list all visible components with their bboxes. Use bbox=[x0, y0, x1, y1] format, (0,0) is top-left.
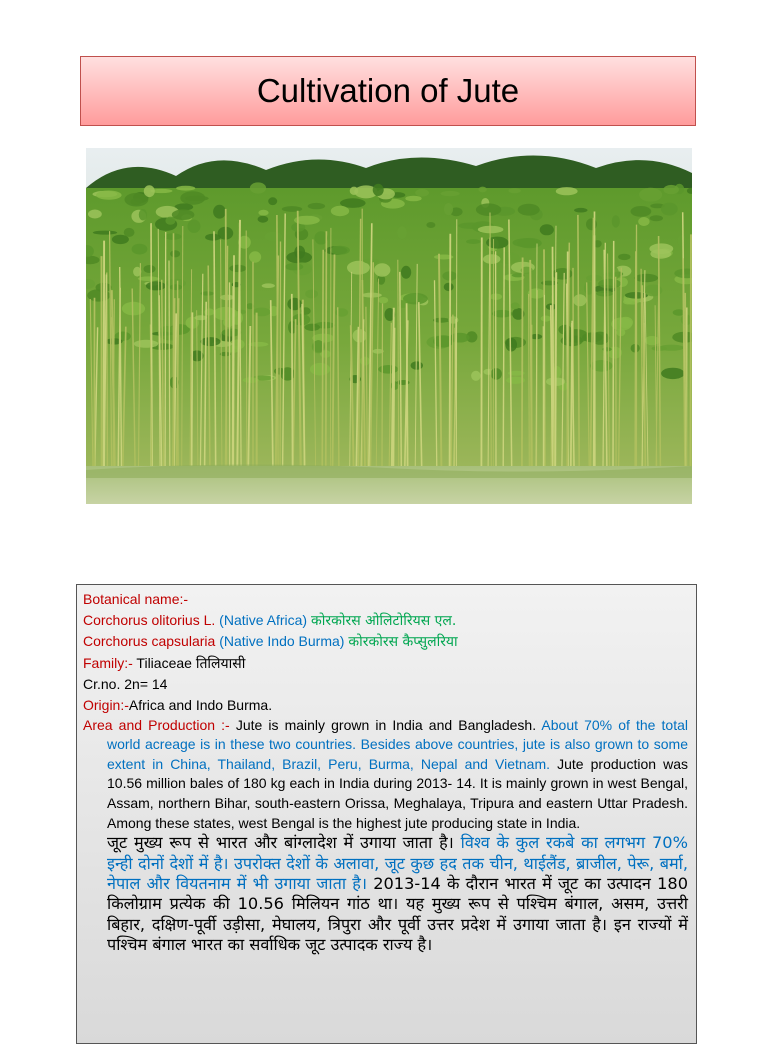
leaf bbox=[644, 336, 659, 345]
hindi-paragraph bbox=[83, 833, 688, 955]
leaf bbox=[125, 193, 149, 207]
leaf bbox=[411, 361, 423, 370]
leaf bbox=[93, 231, 117, 235]
jute-stalk bbox=[246, 231, 247, 469]
leaf bbox=[415, 189, 429, 197]
family-label: Family:- bbox=[83, 655, 133, 671]
leaf bbox=[96, 191, 122, 200]
leaf bbox=[540, 224, 554, 235]
jute-stalk bbox=[522, 258, 523, 469]
leaf bbox=[426, 222, 435, 228]
leaf bbox=[310, 363, 330, 376]
leaf bbox=[612, 215, 620, 227]
title-banner bbox=[80, 56, 696, 126]
leaf bbox=[444, 283, 454, 291]
leaf bbox=[444, 203, 453, 215]
jute-stalk bbox=[292, 294, 293, 468]
leaf bbox=[139, 209, 147, 220]
leaf bbox=[478, 187, 486, 193]
leaf bbox=[611, 317, 632, 330]
leaf bbox=[401, 266, 411, 279]
leaf bbox=[360, 357, 370, 366]
leaf bbox=[262, 283, 275, 288]
leaf bbox=[378, 365, 398, 374]
leaf bbox=[638, 217, 649, 226]
jute-field-photo bbox=[86, 148, 692, 504]
leaf bbox=[659, 345, 684, 351]
hindi-text-1: जूट मुख्य रूप से भारत और बांग्लादेश में उगाया जाता है। bbox=[107, 833, 454, 852]
leaf bbox=[350, 187, 359, 195]
leaf bbox=[265, 232, 282, 242]
leaf bbox=[518, 204, 540, 216]
leaf bbox=[541, 316, 551, 322]
leaf bbox=[397, 226, 407, 239]
leaf bbox=[205, 234, 221, 241]
leaf bbox=[513, 238, 539, 247]
species-1-name: Corchorus olitorius L. bbox=[83, 612, 215, 628]
jute-stalk bbox=[407, 303, 408, 468]
hindi-text-3: 2013-14 के दौरान भारत में जूट का उत्पादन 180 किलोग्राम प्रत्येक की 10.56 मिलियन गांठ था। यह मुख्य रूप से पश्चिम बंगाल, असम, उत्तरी बिहार, दक्षिण-पूर्वी उड़ीसा, मेघालय, त्रिपुरा और पूर्वी उत्तर प्रदेश में उगाया जाता है। इन राज्यों में पश्चिम बंगाल भारत का सर्वाधिक जूट उत्पादक राज्य है। bbox=[107, 874, 688, 954]
page-title: Cultivation of Jute bbox=[257, 72, 519, 110]
leaf bbox=[661, 368, 684, 379]
area-production bbox=[83, 716, 688, 834]
species-1 bbox=[83, 610, 688, 632]
leaf bbox=[441, 191, 460, 196]
jute-stalk bbox=[691, 234, 692, 468]
jute-stalk bbox=[553, 247, 554, 468]
leaf bbox=[476, 203, 501, 216]
leaf bbox=[598, 279, 621, 289]
leaf bbox=[213, 205, 226, 219]
species-2-origin: (Native Indo Burma) bbox=[219, 633, 344, 649]
leaf bbox=[508, 188, 520, 193]
leaf bbox=[249, 342, 269, 347]
leaf bbox=[378, 297, 388, 303]
leaf bbox=[511, 302, 520, 309]
area-label: Area and Production :- bbox=[83, 717, 230, 733]
leaf bbox=[201, 337, 221, 346]
leaf bbox=[650, 215, 663, 221]
leaf bbox=[258, 210, 268, 216]
leaf bbox=[631, 206, 652, 217]
leaf bbox=[188, 220, 201, 233]
leaf bbox=[331, 206, 349, 216]
leaf bbox=[146, 281, 166, 290]
jute-stalk bbox=[503, 247, 504, 468]
leaf bbox=[618, 254, 630, 260]
leaf bbox=[134, 340, 159, 348]
family-hindi: तिलियासी bbox=[196, 656, 246, 672]
leaf bbox=[305, 290, 318, 299]
leaf bbox=[249, 251, 261, 262]
leaf bbox=[286, 251, 312, 263]
leaf bbox=[573, 294, 586, 306]
jute-stalk bbox=[555, 273, 556, 468]
area-text-3: Jute production was 10.56 million bales of 180 kg each in India during 2013- 14. It is mainly grown in west Bengal, Assam, northern Bihar, south-eastern Orissa, Meghalaya, Tripura and eastern Uttar Pradesh. Among these states, west Bengal is the highest jute producing state in India. bbox=[107, 756, 688, 831]
species-2-hindi: कोरकोरस कैप्सुलरिया bbox=[348, 634, 457, 650]
jute-stalk bbox=[192, 312, 193, 468]
botanical-heading: Botanical name:- bbox=[83, 589, 688, 610]
leaf bbox=[253, 308, 271, 317]
leaf bbox=[176, 186, 195, 191]
jute-stalk bbox=[529, 294, 530, 468]
leaf bbox=[466, 239, 480, 244]
leaf bbox=[483, 254, 500, 264]
leaf bbox=[471, 371, 481, 381]
leaf bbox=[185, 196, 209, 201]
leaf bbox=[258, 216, 269, 223]
leaf bbox=[678, 235, 687, 247]
leaf bbox=[285, 263, 303, 270]
jute-stalk bbox=[393, 328, 394, 468]
jute-stalk bbox=[165, 232, 166, 468]
leaf bbox=[308, 203, 325, 209]
leaf bbox=[304, 324, 320, 331]
origin bbox=[83, 695, 688, 716]
leaf bbox=[170, 250, 180, 257]
origin-label: Origin:- bbox=[83, 697, 129, 713]
species-2 bbox=[83, 631, 688, 653]
leaf bbox=[132, 244, 148, 255]
leaf bbox=[650, 249, 671, 259]
leaf bbox=[373, 184, 384, 196]
leaf bbox=[330, 246, 350, 255]
species-1-origin: (Native Africa) bbox=[219, 612, 307, 628]
leaf bbox=[88, 210, 102, 219]
leaf bbox=[124, 228, 135, 237]
leaf bbox=[169, 284, 182, 290]
jute-stalk bbox=[169, 261, 170, 469]
jute-stalk bbox=[382, 304, 383, 469]
info-panel bbox=[76, 584, 697, 1044]
leaf bbox=[138, 276, 160, 281]
jute-stalk bbox=[233, 255, 234, 468]
species-1-hindi: कोरकोरस ओलिटोरियस एल. bbox=[311, 613, 456, 629]
leaf bbox=[374, 263, 390, 276]
chromosome-number: Cr.no. 2n= 14 bbox=[83, 674, 688, 695]
leaf bbox=[165, 217, 175, 225]
leaf bbox=[229, 265, 246, 272]
leaf bbox=[122, 302, 145, 316]
jute-stalk bbox=[322, 250, 323, 468]
leaf bbox=[172, 209, 195, 220]
leaf bbox=[556, 187, 578, 195]
hindi-text-2: विश्व के कुल रकबे का लगभग 70% इन्ही दोनों देशों में है। उपरोक्त देशों के अलावा, जूट कुछ हद तक चीन, थाईलैंड, ब्राजील, पेरू, बर्मा, नेपाल और वियतनाम में भी उगाया जाता है। bbox=[107, 833, 688, 893]
jute-stalk bbox=[450, 234, 451, 468]
jute-field-illustration bbox=[86, 148, 692, 504]
jute-stalk bbox=[613, 241, 614, 468]
leaf bbox=[282, 206, 302, 212]
species-2-name: Corchorus capsularia bbox=[83, 633, 215, 649]
jute-stalk bbox=[326, 231, 327, 468]
leaf bbox=[574, 208, 587, 213]
leaf bbox=[268, 197, 277, 205]
leaf bbox=[250, 182, 266, 193]
leaf bbox=[639, 188, 662, 202]
area-text-2: About 70% of the total world acreage is in these two countries. Besides above countries, jute is also grown to some extent in China, Thailand, Brazil, Peru, Burma, Nepal and Vietnam. bbox=[107, 717, 688, 772]
leaf bbox=[661, 203, 678, 216]
leaf bbox=[586, 218, 597, 230]
family bbox=[83, 653, 688, 675]
leaf bbox=[144, 265, 156, 273]
area-text-1: Jute is mainly grown in India and Bangladesh. bbox=[236, 717, 536, 733]
leaf bbox=[635, 274, 659, 282]
leaf bbox=[663, 185, 679, 194]
origin-value: Africa and Indo Burma. bbox=[129, 697, 272, 713]
leaf bbox=[505, 338, 517, 352]
leaf bbox=[405, 196, 421, 202]
jute-stalk bbox=[544, 295, 545, 468]
family-value: Tiliaceae bbox=[136, 655, 192, 671]
